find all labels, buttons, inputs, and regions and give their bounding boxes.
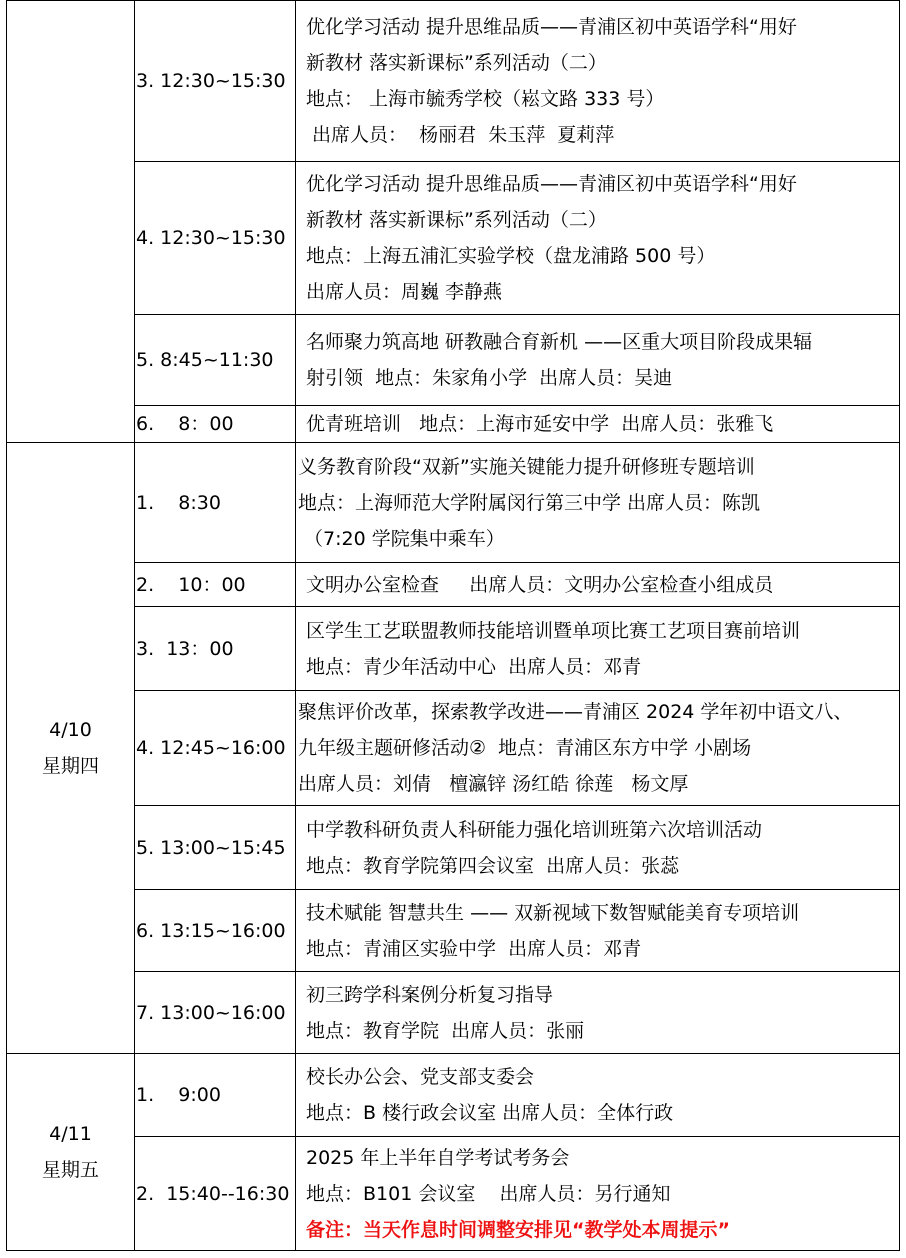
schedule-note: 备注：当天作息时间调整安排见“教学处本周提示” [306, 1218, 730, 1241]
event-title: 优化学习活动 提升思维品质——青浦区初中英语学科“用好 [306, 16, 797, 38]
time-cell: 5. 13:00~15:45 [135, 806, 296, 890]
time-cell: 1. 9:00 [135, 1054, 296, 1137]
event-title: 区学生工艺联盟教师技能培训暨单项比赛工艺项目赛前培训 [306, 619, 801, 642]
schedule-row [7, 691, 900, 806]
schedule-row [7, 1137, 900, 1251]
date-cell [7, 1, 135, 443]
schedule-row [7, 607, 900, 691]
event-attendees: 出席人员：周巍 李静燕 [306, 281, 503, 303]
event-cell [296, 806, 900, 890]
time-cell: 1. 8:30 [135, 443, 296, 563]
time-cell: 3. 13：00 [135, 607, 296, 691]
schedule-table [6, 0, 900, 1251]
event-cell [296, 1137, 900, 1251]
event-note: （7:20 学院集中乘车） [298, 527, 505, 550]
event-title: 名师聚力筑高地 研教融合育新机 ——区重大项目阶段成果辐 [306, 331, 813, 353]
event-title: 2025 年上半年自学考试考务会 [306, 1146, 570, 1169]
schedule-row [7, 443, 900, 563]
schedule-row [7, 890, 900, 972]
time-cell: 5. 8:45~11:30 [135, 315, 296, 406]
event-details: 地点：青浦区实验中学 出席人员：邓青 [306, 937, 642, 960]
event-cell [296, 162, 900, 315]
time-cell: 7. 13:00~16:00 [135, 972, 296, 1054]
event-cell [296, 691, 900, 806]
event-title: 校长办公会、党支部支委会 [306, 1066, 535, 1088]
schedule-row [7, 315, 900, 406]
event-details: 文明办公室检查 出席人员：文明办公室检查小组成员 [306, 573, 774, 596]
event-details: 九年级主题研修活动② 地点：青浦区东方中学 小剧场 [298, 737, 752, 759]
date-label: 4/11 [49, 1123, 92, 1145]
event-title-cont: 新教材 落实新课标”系列活动（二） [306, 209, 607, 231]
event-cell [296, 563, 900, 607]
date-cell [7, 1054, 135, 1251]
event-details: 地点：青少年活动中心 出席人员：邓青 [306, 655, 642, 678]
event-details: 地点：B 楼行政会议室 出席人员：全体行政 [306, 1102, 674, 1124]
event-location: 地点：上海五浦汇实验学校（盘龙浦路 500 号） [306, 245, 716, 267]
date-cell [7, 443, 135, 1054]
schedule-row [7, 806, 900, 890]
event-title: 初三跨学科案例分析复习指导 [306, 983, 554, 1006]
event-cell [296, 443, 900, 563]
event-details: 优青班培训 地点：上海市延安中学 出席人员：张雅飞 [306, 413, 774, 435]
schedule-row [7, 406, 900, 443]
event-details: 地点：B101 会议室 出席人员：另行通知 [306, 1182, 671, 1205]
time-cell: 4. 12:45~16:00 [135, 691, 296, 806]
event-details: 地点：教育学院第四会议室 出席人员：张蕊 [306, 854, 680, 877]
time-cell: 6. 8：00 [135, 406, 296, 443]
time-cell: 4. 12:30~15:30 [135, 162, 296, 315]
event-details: 地点：上海师范大学附属闵行第三中学 出席人员：陈凯 [298, 491, 761, 514]
event-details: 射引领 地点：朱家角小学 出席人员：吴迪 [306, 367, 673, 389]
event-cell [296, 972, 900, 1054]
event-cell [296, 607, 900, 691]
event-cell [296, 406, 900, 443]
time-cell: 2. 10：00 [135, 563, 296, 607]
event-attendees: 出席人员：刘倩 檀瀛锌 汤红皓 徐莲 杨文厚 [298, 773, 689, 795]
event-title-cont: 新教材 落实新课标”系列活动（二） [306, 52, 607, 74]
weekday-label: 星期五 [41, 1159, 99, 1181]
time-cell: 2. 15:40--16:30 [135, 1137, 296, 1251]
date-label: 4/10 [49, 719, 92, 741]
event-location: 地点： 上海市毓秀学校（崧文路 333 号） [306, 88, 665, 110]
time-cell: 6. 13:15~16:00 [135, 890, 296, 972]
event-title: 技术赋能 智慧共生 —— 双新视域下数智赋能美育专项培训 [306, 901, 800, 924]
schedule-row [7, 1, 900, 162]
schedule-row [7, 972, 900, 1054]
event-title: 义务教育阶段“双新”实施关键能力提升研修班专题培训 [298, 455, 755, 478]
event-cell [296, 1054, 900, 1137]
schedule-row [7, 162, 900, 315]
event-title: 优化学习活动 提升思维品质——青浦区初中英语学科“用好 [306, 173, 797, 195]
weekday-label: 星期四 [41, 755, 99, 777]
time-cell: 3. 12:30~15:30 [135, 1, 296, 162]
event-cell [296, 890, 900, 972]
schedule-row [7, 1054, 900, 1137]
event-cell [296, 315, 900, 406]
event-attendees: 出席人员： 杨丽君 朱玉萍 夏莉萍 [306, 124, 615, 146]
schedule-row [7, 563, 900, 607]
event-title: 中学教科研负责人科研能力强化培训班第六次培训活动 [306, 818, 763, 841]
event-title: 聚焦评价改革，探索教学改进——青浦区 2024 学年初中语文八、 [298, 701, 853, 723]
event-details: 地点：教育学院 出席人员：张丽 [306, 1019, 585, 1042]
event-cell [296, 1, 900, 162]
